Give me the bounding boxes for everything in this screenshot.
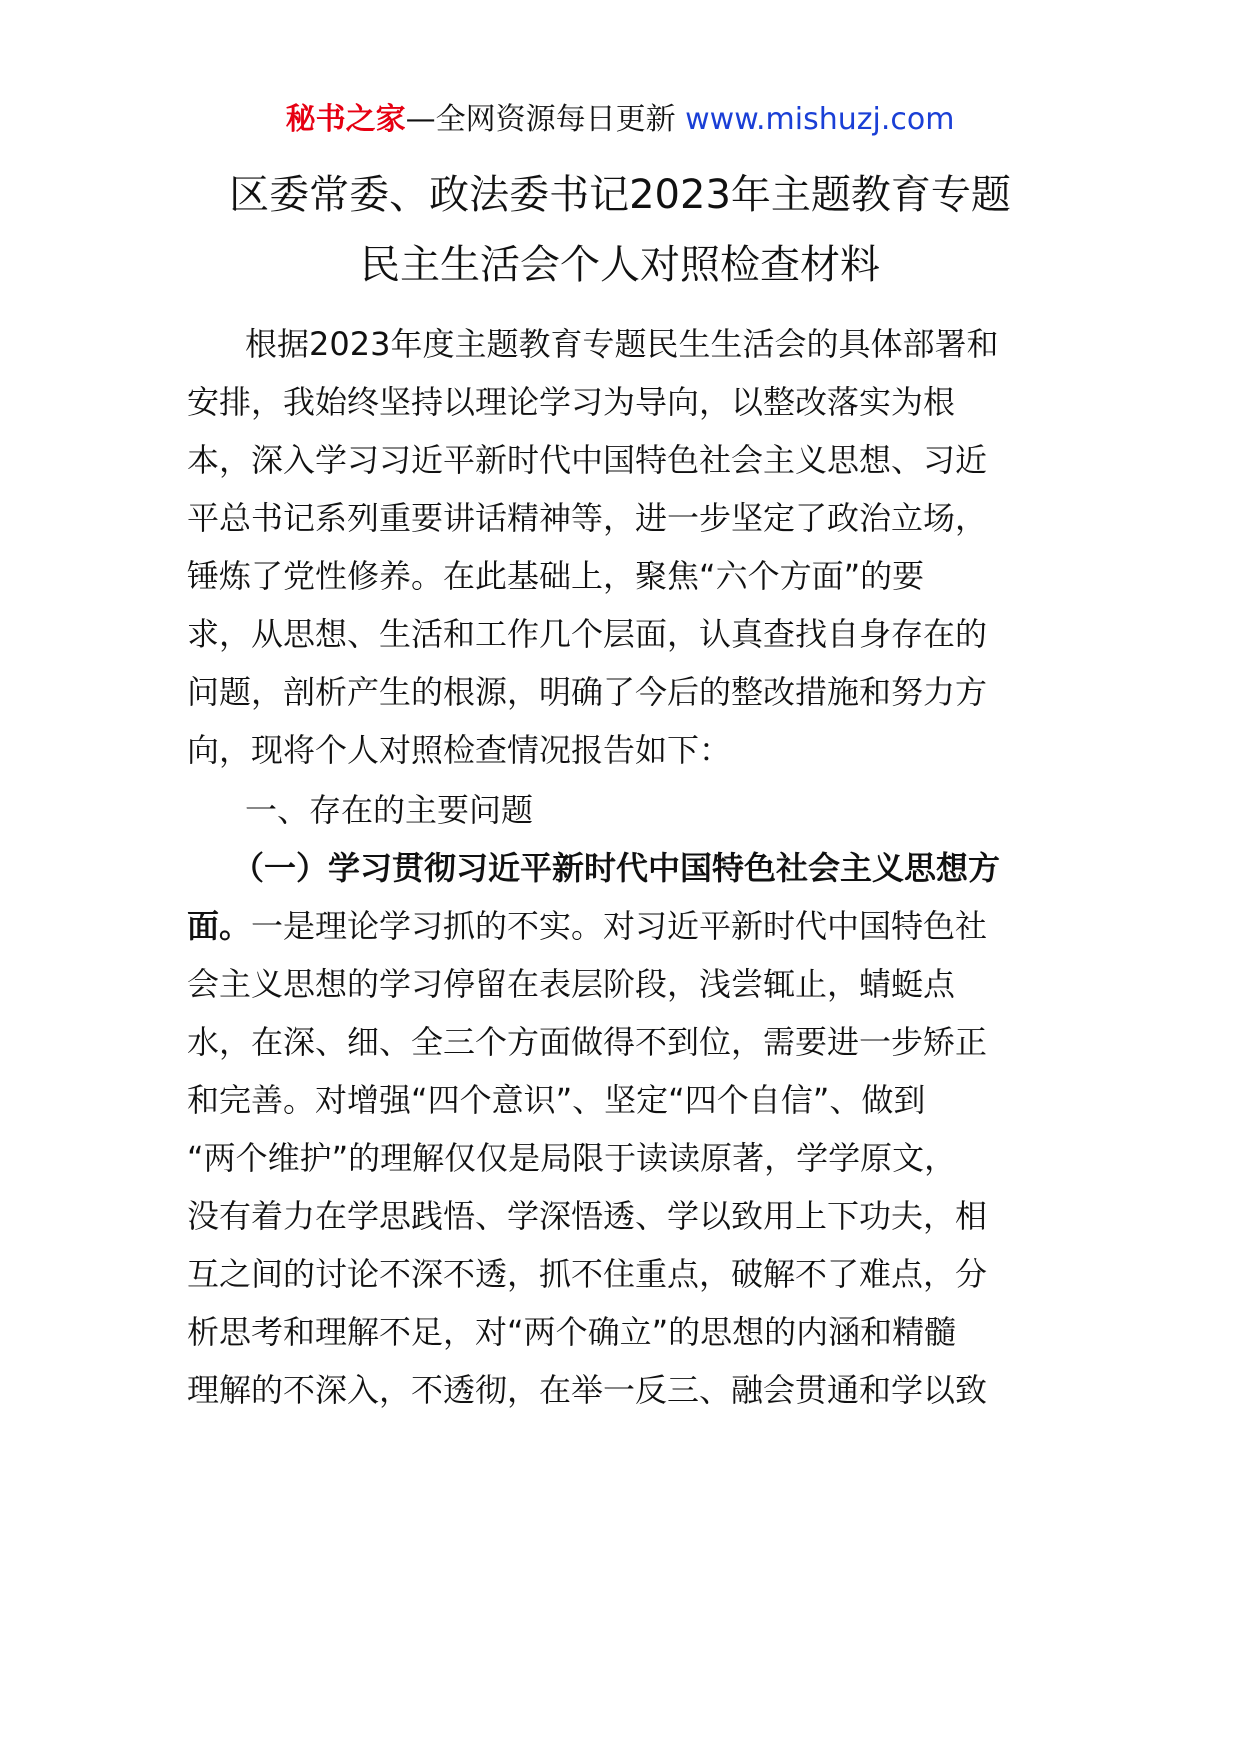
title-line-2: 民主生活会个人对照检查材料	[360, 242, 880, 288]
subsection-heading: （一）学习贯彻习近平新时代中国特色社会主义思想方	[232, 849, 1001, 887]
paragraph-text: 一是理论学习抓的不实。对习近平新时代中国特色社	[251, 907, 988, 945]
paragraph-line: 和完善。对增强“四个意识”、坚定“四个自信”、做到	[187, 1081, 926, 1119]
paragraph-line: 本，深入学习习近平新时代中国特色社会主义思想、习近	[187, 441, 988, 479]
paragraph-line: 安排，我始终坚持以理论学习为导向，以整改落实为根	[187, 383, 956, 421]
paragraph-line: 平总书记系列重要讲话精神等，进一步坚定了政治立场，	[187, 499, 988, 537]
paragraph-line: 没有着力在学思践悟、学深悟透、学以致用上下功夫，相	[187, 1197, 988, 1235]
paragraph-line: 求，从思想、生活和工作几个层面，认真查找自身存在的	[187, 615, 988, 653]
paragraph-line: 理解的不深入，不透彻，在举一反三、融会贯通和学以致	[187, 1371, 988, 1409]
site-url-link[interactable]: www.mishuzj.com	[685, 102, 955, 137]
paragraph-line: 问题，剖析产生的根源，明确了今后的整改措施和努力方	[187, 673, 988, 711]
header-slogan: —全网资源每日更新	[405, 102, 676, 137]
subsection-heading-end: 面。	[187, 907, 252, 945]
header-banner	[0, 100, 1240, 140]
paragraph-line: “两个维护”的理解仅仅是局限于读读原著，学学原文，	[187, 1139, 957, 1177]
brand-name: 秘书之家	[285, 102, 406, 137]
paragraph-line: 向，现将个人对照检查情况报告如下：	[187, 731, 732, 769]
paragraph-line: 水，在深、细、全三个方面做得不到位，需要进一步矫正	[187, 1023, 988, 1061]
title-line-1: 区委常委、政法委书记2023年主题教育专题	[229, 172, 1011, 218]
paragraph-line: 锤炼了党性修养。在此基础上，聚焦“六个方面”的要	[187, 557, 925, 595]
paragraph-line: 会主义思想的学习停留在表层阶段，浅尝辄止，蜻蜓点	[187, 965, 956, 1003]
document-title	[0, 160, 1240, 300]
paragraph-line: 根据2023年度主题教育专题民生生活会的具体部署和	[245, 325, 999, 363]
paragraph-line: 析思考和理解不足，对“两个确立”的思想的内涵和精髓	[187, 1313, 957, 1351]
paragraph-line	[187, 894, 987, 959]
paragraph-line: 互之间的讨论不深不透，抓不住重点，破解不了难点，分	[187, 1255, 988, 1293]
section-heading: 一、存在的主要问题	[245, 791, 534, 829]
